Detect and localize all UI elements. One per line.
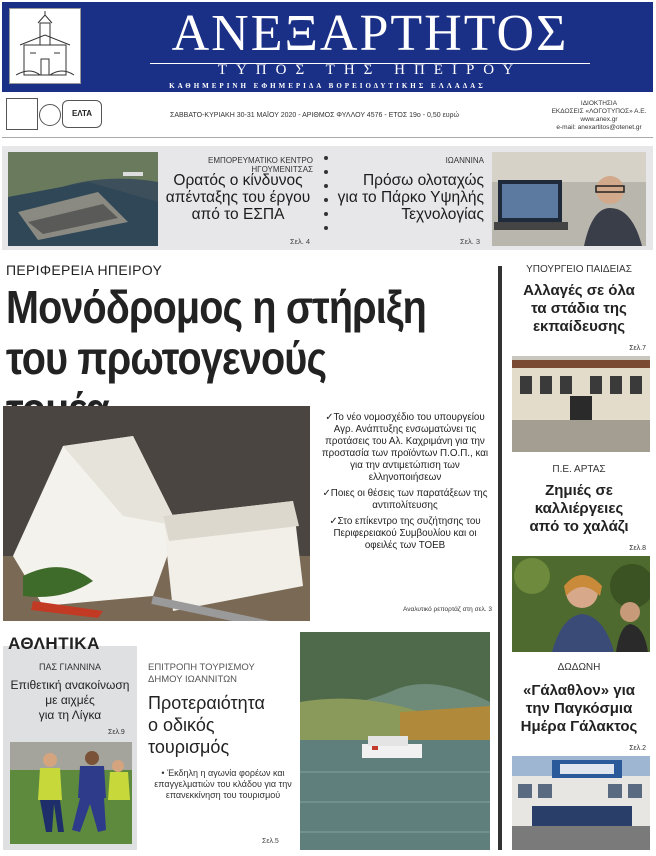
sports-kicker: ΠΑΣ ΓΙΑΝΝΙΝΑ [38, 662, 102, 672]
main-bullet: ✓Το νέο νομοσχέδιο του υπουργείου Αγρ. Ανάπτυξης ενσωματώνει τις προτάσεις του Αλ. Καχριμάνη για την προστασία των προϊόντων Π.Ο.Π., και για την αντιμετώπιση των ελληνοποιήσεων [321, 412, 489, 483]
tourism-bullet: • Έκδηλη η αγωνία φορέων και επαγγελματιών του κλάδου για την επανεκκίνηση του τουρισμού [154, 768, 292, 800]
sports-section-title: ΑΘΛΗΤΙΚΑ [8, 634, 100, 653]
elta-logo: ΕΛΤΑ [62, 100, 102, 128]
column-divider [498, 266, 502, 850]
teaser-2-headline[interactable]: Πρόσω ολοταχώς για το Πάρκο Υψηλής Τεχνολογίας [337, 172, 484, 223]
right-story-2-page: Σελ.8 [629, 545, 646, 552]
teaser-divider [324, 156, 328, 240]
teaser-2-kicker: ΙΩΑΝΝΙΝΑ [445, 156, 484, 165]
right-story-3-page: Σελ.2 [629, 745, 646, 752]
main-section-label: ΠΕΡΙΦΕΡΕΙΑ ΗΠΕΙΡΟΥ [6, 262, 163, 278]
right-story-1-kicker: ΥΠΟΥΡΓΕΙΟ ΠΑΙΔΕΙΑΣ [526, 264, 632, 275]
teaser-1-page: Σελ. 4 [290, 237, 311, 246]
tourism-page: Σελ.5 [262, 838, 279, 845]
seal-icon [39, 104, 61, 126]
church-logo-icon [9, 8, 81, 84]
sports-page: Σελ.9 [108, 729, 125, 736]
newspaper-subtitle: ΤΥΠΟΣ ΤΗΣ ΗΠΕΙΡΟΥ [217, 62, 523, 78]
newspaper-title: ΑΝΕΞΑΡΤΗΤΟΣ [171, 5, 569, 62]
hail-damage-image [512, 556, 650, 652]
school-building-image [512, 356, 650, 452]
right-story-2-kicker: Π.Ε. ΑΡΤΑΣ [552, 464, 606, 475]
sports-headline[interactable]: Επιθετική ανακοίνωση με αιχμές για τη Λίγκα [10, 678, 130, 722]
main-bullets [317, 412, 493, 556]
tourism-headline[interactable]: Προτεραιότητα ο οδικός τουρισμός [148, 693, 265, 757]
lake-boat-image [300, 632, 490, 850]
right-story-3-headline[interactable]: «Γάλαθλον» για την Παγκόσμια Ημέρα Γάλακτος [520, 682, 638, 735]
right-story-2-headline[interactable]: Ζημιές σε καλλιέργειες από το χαλάζι [529, 482, 629, 535]
report-reference: Αναλυτικό ρεπορτάζ στη σελ. 3 [403, 606, 492, 613]
owner-name: ΕΚΔΟΣΕΙΣ «ΛΟΓΟΤΥΠΟΣ» Α.Ε. [551, 108, 647, 115]
ownership-block [545, 100, 653, 132]
postage-stamp-icon [6, 98, 38, 130]
main-headline[interactable]: Μονόδρομος η στήριξη του πρωτογενούς [6, 281, 426, 384]
right-story-3-kicker: ΔΩΔΩΝΗ [557, 662, 601, 673]
website-link[interactable]: www.anex.gr [580, 116, 618, 123]
teaser-2-page: Σελ. 3 [460, 237, 481, 246]
main-bullet: ✓Στο επίκεντρο της συζήτησης του Περιφερειακού Συμβουλίου και οι οφειλές των ΤΟΕΒ [329, 516, 481, 551]
dodoni-building-image [512, 756, 650, 850]
postage-badges [6, 98, 102, 130]
feta-cheese-image [3, 406, 310, 621]
teaser-1-kicker: ΕΜΠΟΡΕΥΜΑΤΙΚΟ ΚΕΝΤΡΟ ΗΓΟΥΜΕΝΙΤΣΑΣ [208, 156, 313, 174]
owner-label: ΙΔΙΟΚΤΗΣΙΑ [580, 100, 618, 107]
info-divider [2, 137, 653, 138]
main-bullet: ✓Ποιες οι θέσεις των παρατάξεων της αντιπολίτευσης [322, 488, 488, 511]
right-story-1-headline[interactable]: Αλλαγές σε όλα τα στάδια της εκπαίδευσης [523, 282, 635, 335]
laptop-meeting-image [492, 152, 646, 246]
tourism-kicker: ΕΠΙΤΡΟΠΗ ΤΟΥΡΙΣΜΟΥ ΔΗΜΟΥ ΙΩΑΝΝΙΤΩΝ [148, 662, 255, 685]
email-link[interactable]: e-mail: anexartitos@otenet.gr [556, 124, 642, 131]
newspaper-tagline: ΚΑΘΗΜΕΡΙΝΗ ΕΦΗΜΕΡΙΔΑ ΒΟΡΕΙΟΔΥΤΙΚΗΣ ΕΛΛΑΔΑΣ [169, 82, 486, 90]
right-story-1-page: Σελ.7 [629, 345, 646, 352]
port-aerial-image [8, 152, 158, 246]
issue-line: ΣΑΒΒΑΤΟ-ΚΥΡΙΑΚΗ 30-31 ΜΑΪΟΥ 2020 - ΑΡΙΘΜΟΣ ΦΥΛΛΟΥ 4576 - ΕΤΟΣ 19ο - 0,50 ευρώ [170, 112, 459, 119]
teaser-1-headline[interactable]: Ορατός ο κίνδυνος απένταξης του έργου από το ΕΣΠΑ [165, 172, 311, 223]
football-training-image [10, 742, 132, 844]
